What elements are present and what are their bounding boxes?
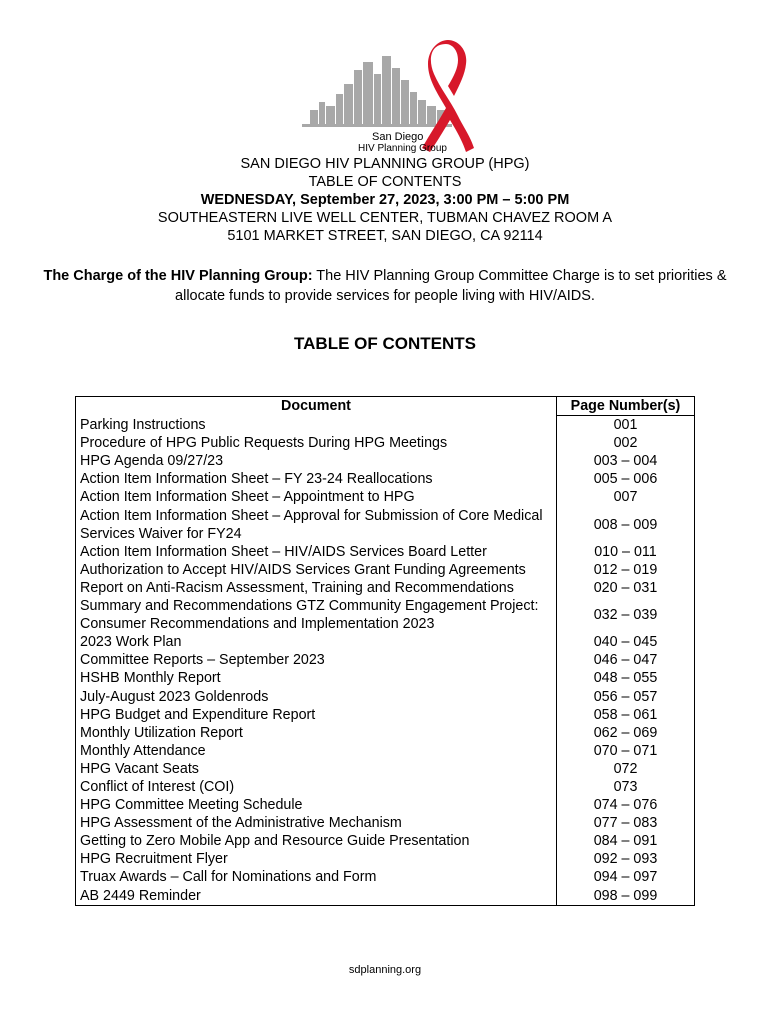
toc-document-cell: Getting to Zero Mobile App and Resource Guide Presentation <box>76 832 557 850</box>
toc-pages-cell: 032 – 039 <box>557 597 695 633</box>
toc-document-cell: Action Item Information Sheet – Appointment to HPG <box>76 488 557 506</box>
red-ribbon-icon <box>422 40 474 152</box>
col-document-header: Document <box>76 397 557 416</box>
toc-pages-cell: 040 – 045 <box>557 633 695 651</box>
meeting-date: WEDNESDAY, September 27, 2023, 3:00 PM – 5:00 PM <box>200 192 570 208</box>
toc-document-cell: 2023 Work Plan <box>76 633 557 651</box>
toc-document-cell: Authorization to Accept HIV/AIDS Services Grant Funding Agreements <box>76 561 557 579</box>
table-row <box>76 688 695 706</box>
toc-pages-cell: 046 – 047 <box>557 651 695 669</box>
toc-document-cell: Committee Reports – September 2023 <box>76 651 557 669</box>
toc-pages-cell: 062 – 069 <box>557 724 695 742</box>
toc-pages-cell: 010 – 011 <box>557 543 695 561</box>
toc-pages-cell: 056 – 057 <box>557 688 695 706</box>
toc-pages-cell: 074 – 076 <box>557 796 695 814</box>
hpg-charge <box>40 266 730 306</box>
meeting-address: 5101 MARKET STREET, SAN DIEGO, CA 92114 <box>227 228 543 244</box>
table-row <box>76 452 695 470</box>
toc-pages-cell: 005 – 006 <box>557 470 695 488</box>
toc-pages-cell: 077 – 083 <box>557 814 695 832</box>
header-subtitle: TABLE OF CONTENTS <box>308 174 462 190</box>
toc-pages-cell: 073 <box>557 778 695 796</box>
toc-document-cell: Monthly Utilization Report <box>76 724 557 742</box>
table-row <box>76 742 695 760</box>
toc-document-cell: Truax Awards – Call for Nominations and Form <box>76 868 557 886</box>
col-pages-header: Page Number(s) <box>557 397 695 416</box>
table-row <box>76 543 695 561</box>
toc-pages-cell: 001 <box>557 416 695 435</box>
toc-document-cell: HPG Recruitment Flyer <box>76 850 557 868</box>
table-row <box>76 850 695 868</box>
toc-document-cell: July-August 2023 Goldenrods <box>76 688 557 706</box>
toc-document-cell: HPG Agenda 09/27/23 <box>76 452 557 470</box>
toc-pages-cell: 072 <box>557 760 695 778</box>
table-row <box>76 887 695 906</box>
toc-document-cell: Action Item Information Sheet – HIV/AIDS Services Board Letter <box>76 543 557 561</box>
toc-pages-cell: 092 – 093 <box>557 850 695 868</box>
toc-pages-cell: 008 – 009 <box>557 507 695 543</box>
toc-pages-cell: 084 – 091 <box>557 832 695 850</box>
table-row <box>76 796 695 814</box>
hpg-logo <box>300 40 480 158</box>
table-row <box>76 507 695 543</box>
table-row <box>76 597 695 633</box>
table-row <box>76 868 695 886</box>
toc-document-cell: AB 2449 Reminder <box>76 887 557 906</box>
table-row <box>76 416 695 435</box>
meeting-location: SOUTHEASTERN LIVE WELL CENTER, TUBMAN CHAVEZ ROOM A <box>157 210 613 226</box>
table-row <box>76 651 695 669</box>
toc-document-cell: Summary and Recommendations GTZ Community Engagement Project: Consumer Recommendations and Implementation 2023 <box>76 597 557 633</box>
table-row <box>76 814 695 832</box>
toc-pages-cell: 012 – 019 <box>557 561 695 579</box>
logo-line1: San Diego <box>372 131 424 143</box>
toc-document-cell: HPG Assessment of the Administrative Mechanism <box>76 814 557 832</box>
table-row <box>76 579 695 597</box>
footer-url: sdplanning.org <box>348 964 422 976</box>
meeting-header <box>0 155 770 245</box>
toc-pages-cell: 070 – 071 <box>557 742 695 760</box>
toc-document-cell: Action Item Information Sheet – Approval for Submission of Core Medical Services Waiver for FY24 <box>76 507 557 543</box>
toc-document-cell: HSHB Monthly Report <box>76 669 557 687</box>
toc-pages-cell: 094 – 097 <box>557 868 695 886</box>
org-name: SAN DIEGO HIV PLANNING GROUP (HPG) <box>240 156 530 172</box>
toc-header-row <box>76 397 695 416</box>
table-row <box>76 706 695 724</box>
toc-pages-cell: 007 <box>557 488 695 506</box>
toc-document-cell: Parking Instructions <box>76 416 557 435</box>
toc-body <box>76 416 695 906</box>
charge-label: The Charge of the HIV Planning Group: <box>43 268 313 284</box>
table-row <box>76 633 695 651</box>
toc-pages-cell: 020 – 031 <box>557 579 695 597</box>
table-row <box>76 434 695 452</box>
table-row <box>76 760 695 778</box>
toc-document-cell: Monthly Attendance <box>76 742 557 760</box>
table-row <box>76 561 695 579</box>
table-row <box>76 832 695 850</box>
table-row <box>76 778 695 796</box>
logo-line2: HIV Planning Group <box>358 143 447 154</box>
table-row <box>76 669 695 687</box>
charge-text: The HIV Planning Group Committee Charge is to set priorities & allocate funds to provide services for people living with HIV/AIDS. <box>175 268 727 304</box>
toc-document-cell: HPG Vacant Seats <box>76 760 557 778</box>
table-row <box>76 470 695 488</box>
toc-document-cell: Conflict of Interest (COI) <box>76 778 557 796</box>
toc-pages-cell: 058 – 061 <box>557 706 695 724</box>
toc-document-cell: Action Item Information Sheet – FY 23-24 Reallocations <box>76 470 557 488</box>
toc-document-cell: Procedure of HPG Public Requests During HPG Meetings <box>76 434 557 452</box>
table-row <box>76 488 695 506</box>
toc-document-cell: HPG Committee Meeting Schedule <box>76 796 557 814</box>
toc-pages-cell: 048 – 055 <box>557 669 695 687</box>
toc-pages-cell: 098 – 099 <box>557 887 695 906</box>
toc-title: TABLE OF CONTENTS <box>294 334 476 353</box>
toc-pages-cell: 002 <box>557 434 695 452</box>
table-row <box>76 724 695 742</box>
toc-document-cell: Report on Anti-Racism Assessment, Training and Recommendations <box>76 579 557 597</box>
toc-document-cell: HPG Budget and Expenditure Report <box>76 706 557 724</box>
toc-pages-cell: 003 – 004 <box>557 452 695 470</box>
toc-table <box>75 396 695 906</box>
